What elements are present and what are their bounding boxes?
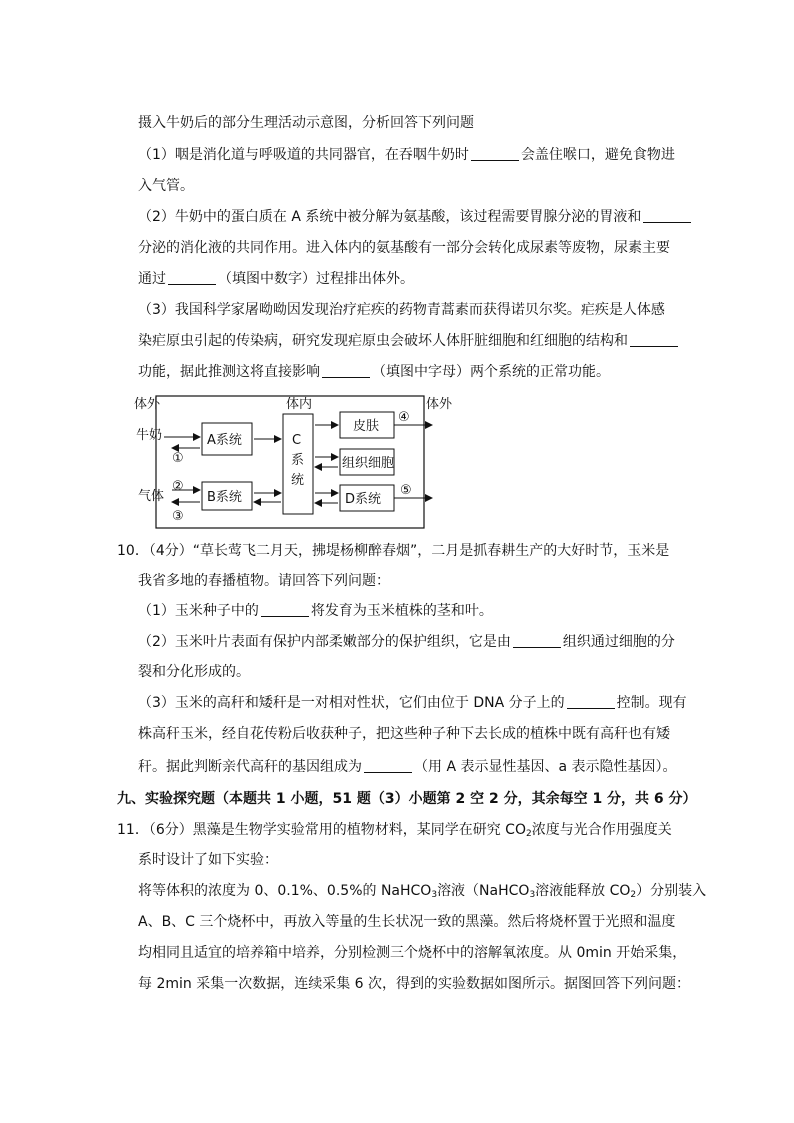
q11-line1: 11．（6分）黑藻是生物学实验常用的植物材料，某同学在研究 $CO_2$浓度与光合作用强度关	[117, 822, 672, 839]
answer-blank[interactable]	[643, 208, 691, 223]
q11-line5: 均相同且适宜的培养箱中培养，分别检测三个烧杯中的溶解氧浓度。从 0min 开始采集，	[138, 945, 687, 961]
answer-blank[interactable]	[567, 694, 615, 709]
answer-blank[interactable]	[513, 633, 561, 648]
q9-part3-line1: （3）我国科学家屠呦呦因发现治疗疟疾的药物青蒿素而获得诺贝尔奖。疟疾是人体感	[138, 302, 665, 318]
answer-blank[interactable]	[261, 602, 309, 617]
label-outside-right: 体外	[426, 397, 452, 412]
q11-line6: 每 2min 采集一次数据，连续采集 6 次，得到的实验数据如图所示。据图回答下列问题：	[138, 976, 691, 992]
label-inside: 体内	[286, 397, 313, 412]
box-skin-label: 皮肤	[353, 419, 380, 434]
intro-line: 摄入牛奶后的部分生理活动示意图，分析回答下列问题	[138, 115, 474, 131]
box-c-char2: 系	[291, 453, 305, 468]
section-heading: 九、实验探究题（本题共 1 小题，51 题（3）小题第 2 空 2 分，其余每空 1 分，共 6 分）	[117, 791, 697, 807]
q9-part1-line1: （1）咽是消化道与呼吸道的共同器官，在吞咽牛奶时 会盖住喉口，避免食物进	[138, 147, 675, 163]
q11-line4: A、B、C 三个烧杯中，再放入等量的生长状况一致的黑藻。然后将烧杯置于光照和温度	[138, 914, 676, 930]
answer-blank[interactable]	[168, 270, 216, 285]
label-outside-left: 体外	[134, 397, 161, 412]
q11-line3: 将等体积的浓度为 0、0.1%、0.5%的 NaHCO$_3$溶液（NaHCO$_3$溶液能释放 $CO_2$）分别装入	[138, 883, 707, 900]
answer-blank[interactable]	[364, 758, 412, 773]
answer-blank[interactable]	[322, 363, 370, 378]
q9-part2-line1: （2）牛奶中的蛋白质在 A 系统中被分解为氨基酸，该过程需要胃腺分泌的胃液和	[138, 207, 693, 227]
q9-part2-line2: 分泌的消化液的共同作用。进入体内的氨基酸有一部分会转化成尿素等废物，尿素主要	[138, 240, 670, 256]
q10-part2-line1: （2）玉米叶片表面有保护内部柔嫩部分的保护组织，它是由 组织通过细胞的分	[138, 634, 675, 650]
q10-part1: （1）玉米种子中的 将发育为玉米植株的茎和叶。	[138, 603, 493, 619]
box-a-label: A系统	[207, 433, 242, 448]
marker-3: ③	[172, 509, 184, 524]
q9-part2-line3: 通过 （填图中数字）过程排出体外。	[138, 271, 414, 287]
marker-4: ④	[398, 410, 410, 425]
q10-part3-line3: 秆。据此判断亲代高秆的基因组成为 （用 A 表示显性基因、a 表示隐性基因）。	[138, 759, 677, 775]
q9-part3-line3: 功能，据此推测这将直接影响 （填图中字母）两个系统的正常功能。	[138, 364, 610, 380]
label-gas: 气体	[138, 489, 165, 504]
answer-blank[interactable]	[471, 146, 519, 161]
answer-blank[interactable]	[630, 332, 678, 347]
box-b-label: B系统	[207, 490, 242, 505]
q10-head-line2: 我省多地的春播植物。请回答下列问题：	[138, 573, 390, 589]
box-d-label: D系统	[345, 492, 382, 507]
q10-part2-line2: 裂和分化形成的。	[138, 664, 250, 680]
q10-part3-line1: （3）玉米的高秆和矮秆是一对相对性状，它们由位于 DNA 分子上的 控制。现有	[138, 695, 687, 711]
marker-2: ②	[172, 479, 184, 494]
q9-part3-line2: 染疟原虫引起的传染病，研究发现疟原虫会破坏人体肝脏细胞和红细胞的结构和	[138, 331, 680, 351]
marker-5: ⑤	[400, 483, 412, 498]
q9-part1-line2: 入气管。	[138, 178, 194, 194]
box-tissue-label: 组织细胞	[342, 456, 395, 471]
q10-head-line1: 10．（4分）“草长莺飞二月天，拂堤杨柳醉春烟”，二月是抓春耕生产的大好时节，玉米是	[117, 543, 670, 559]
label-milk: 牛奶	[136, 428, 163, 443]
box-c-char1: C	[292, 433, 302, 448]
q10-part3-line2: 株高秆玉米，经自花传粉后收获种子，把这些种子种下去长成的植株中既有高秆也有矮	[138, 726, 670, 742]
box-c-char3: 统	[291, 473, 305, 488]
marker-1: ①	[172, 451, 184, 466]
physiology-diagram	[132, 392, 452, 534]
q11-line2: 系时设计了如下实验：	[138, 852, 278, 868]
